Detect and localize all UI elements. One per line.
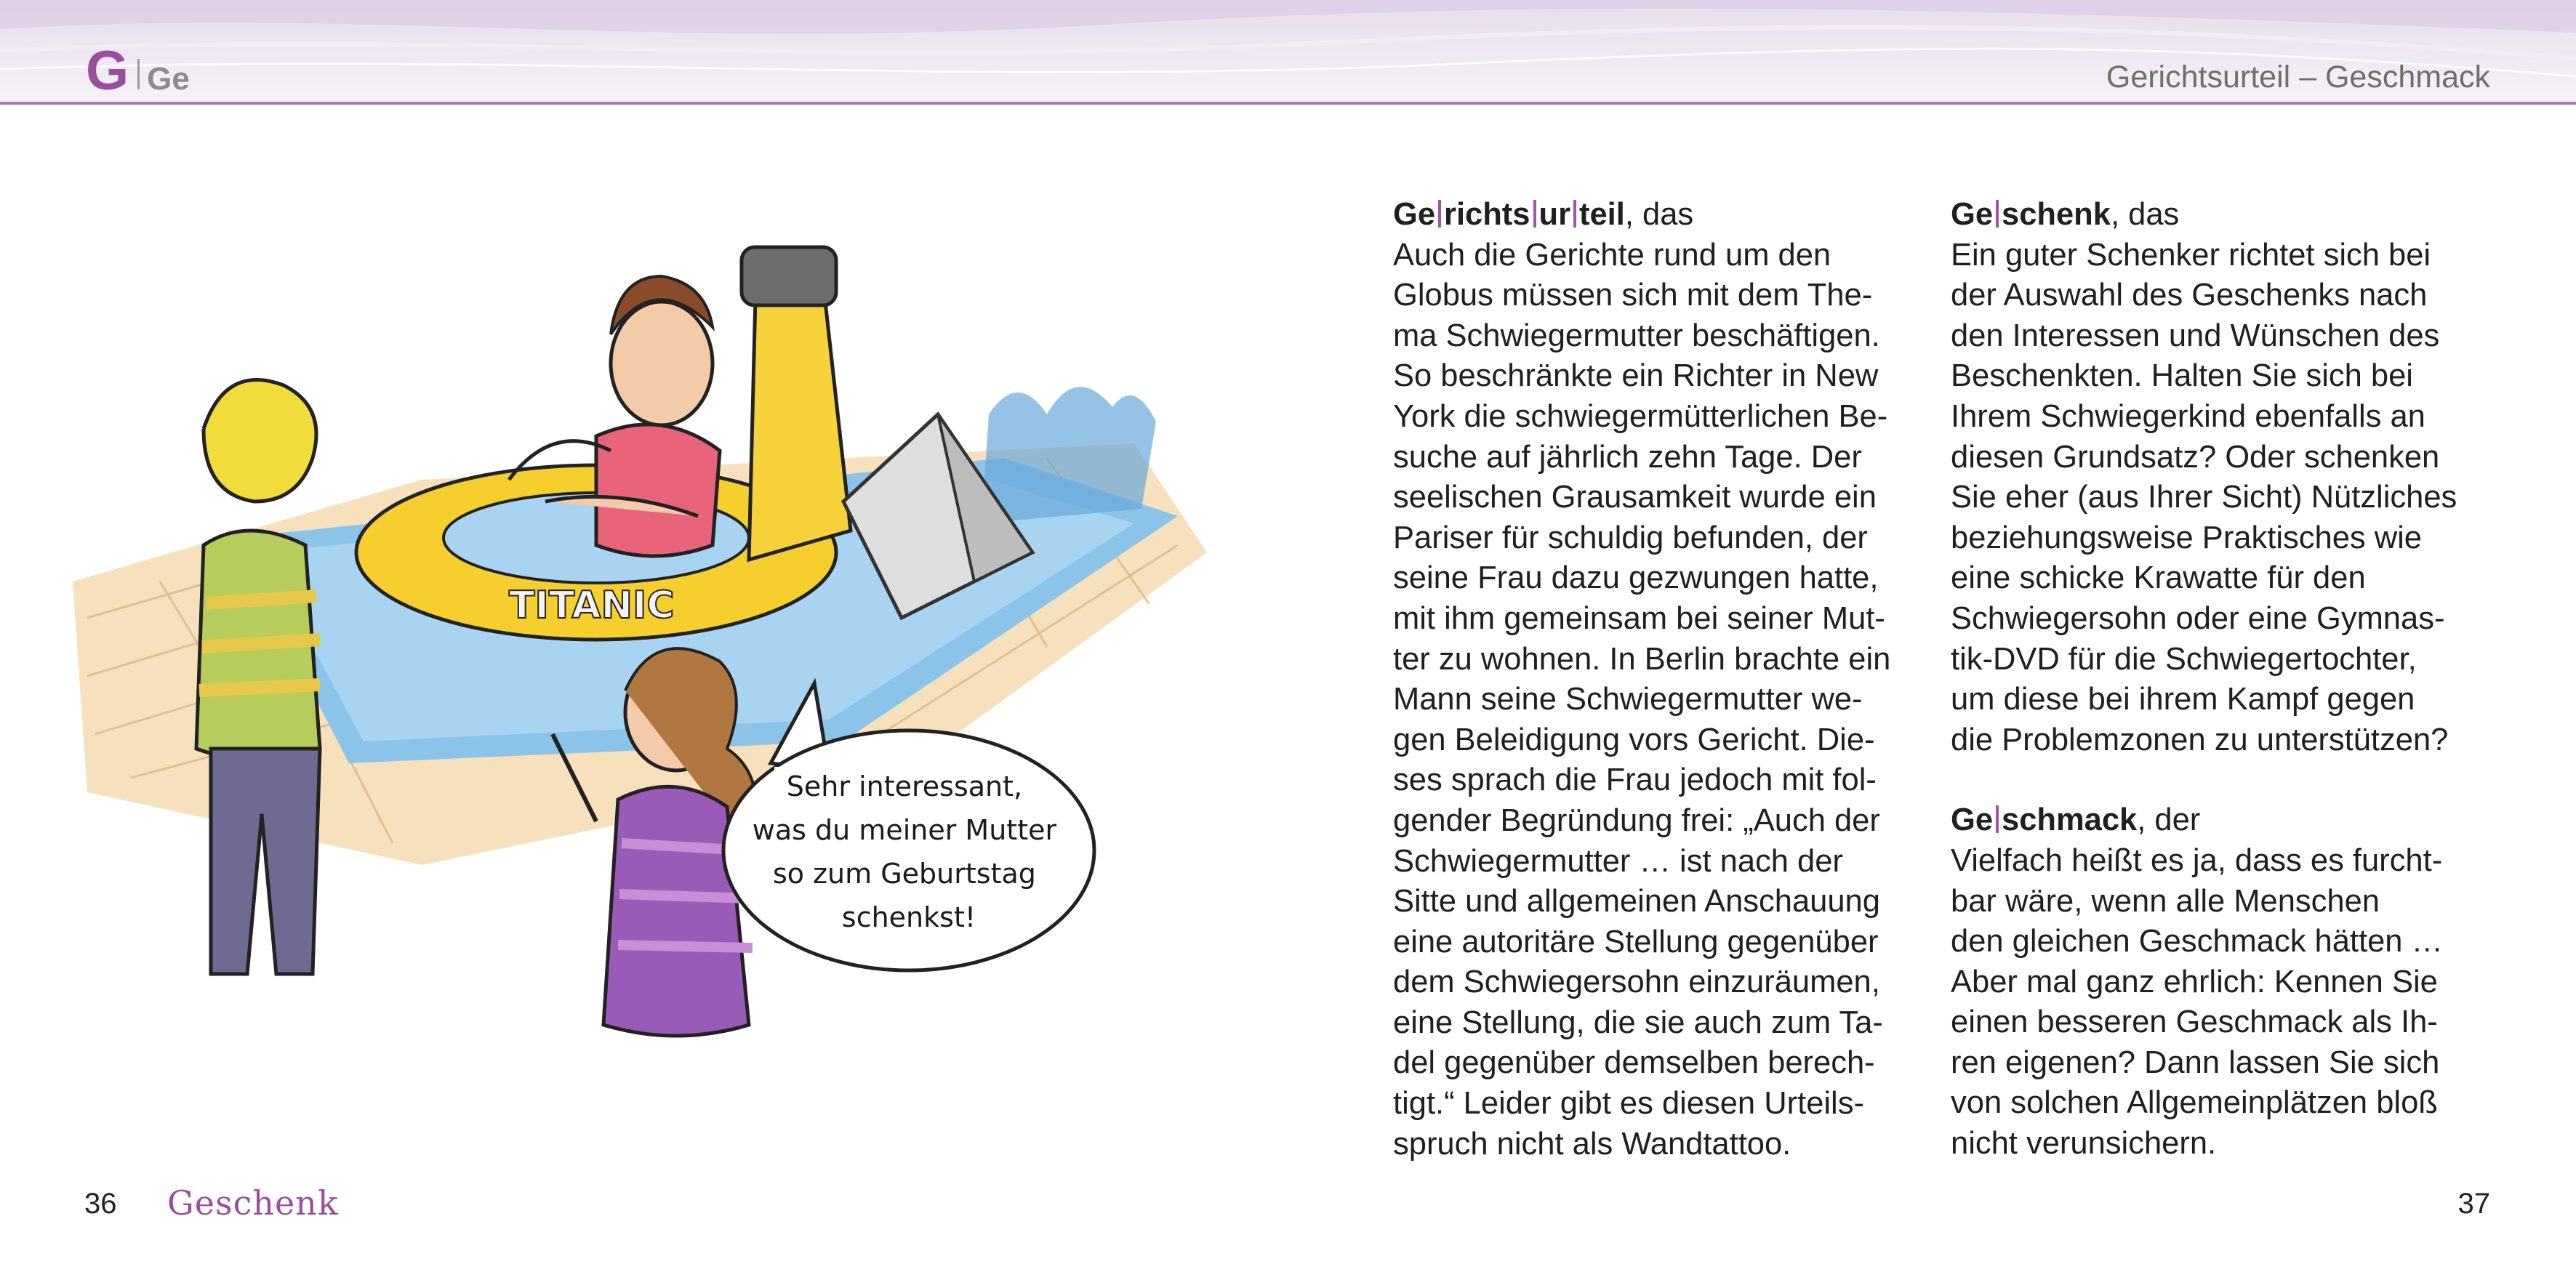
entry-text-line: Sitte und allgemeinen Anschauung <box>1393 884 1880 919</box>
page-number-right: 37 <box>2457 1188 2490 1220</box>
boy-character <box>196 380 320 975</box>
entry-text-line: nicht verunsichern. <box>1951 1126 2217 1162</box>
entry-text-line: bar wäre, wenn alle Menschen <box>1951 883 2380 919</box>
headword-syllable: Ge <box>1951 802 1994 838</box>
entry-text-line: den gleichen Geschmack hätten … <box>1951 924 2444 959</box>
entry-text-line: Beschenkten. Halten Sie sich bei <box>1951 358 2413 394</box>
chapter-letter-mark <box>86 40 190 102</box>
headword-syllable: ur <box>1538 197 1570 232</box>
entry-text-line: um diese bei ihrem Kampf gegen <box>1951 682 2415 717</box>
entry-text-line: den Interessen und Wünschen des <box>1951 318 2440 353</box>
entry-text-line: Globus müssen sich mit dem The- <box>1393 278 1873 313</box>
headword-article: , das <box>1624 197 1694 232</box>
entry-text-line: tigt.“ Leider gibt es diesen Urteils- <box>1393 1086 1864 1122</box>
headword-article: , das <box>2110 197 2180 232</box>
entry-text-line: So beschränkte ein Richter in New <box>1393 358 1879 394</box>
bubble-line-4: schenkst! <box>841 901 976 933</box>
entry-text-line: ma Schwiegermutter beschäftigen. <box>1393 318 1880 353</box>
dictionary-entry-geschmack <box>1951 800 2457 1164</box>
bubble-line-3: so zum Geburtstag <box>772 858 1036 890</box>
ring-text: TITANIC <box>509 584 675 627</box>
entry-text-line: Schwiegersohn oder eine Gymnas- <box>1951 600 2445 636</box>
entry-text-line: mit ihm gemeinsam bei seiner Mut- <box>1393 600 1885 636</box>
entry-headword <box>1951 800 2457 841</box>
entry-text-line: ren eigenen? Dann lassen Sie sich <box>1951 1045 2440 1080</box>
entry-text-line: Mann seine Schwiegermutter we- <box>1393 682 1863 717</box>
syllable-divider <box>1996 805 1999 833</box>
entry-text-line: suche auf jährlich zehn Tage. Der <box>1393 439 1862 475</box>
entry-text-line: Auch die Gerichte rund um den <box>1393 237 1831 273</box>
entry-headword <box>1393 195 1890 236</box>
chapter-letter: G <box>86 40 129 102</box>
headword-syllable: schmack <box>2002 802 2138 838</box>
entry-text-line: ter zu wohnen. In Berlin brachte ein <box>1393 641 1891 677</box>
entry-text-line: eine schicke Krawatte für den <box>1951 560 2366 596</box>
entry-text-line: gender Begründung frei: „Auch der <box>1393 802 1880 838</box>
headword-syllable: schenk <box>2002 197 2111 232</box>
dictionary-entry-gerichtsurteil <box>1393 195 1890 1164</box>
cartoon-illustration <box>44 240 1236 1098</box>
chapter-syllable: Ge <box>147 61 190 97</box>
headword-syllable: Ge <box>1393 197 1436 232</box>
entry-text-line: Ein guter Schenker richtet sich bei <box>1951 237 2431 273</box>
entry-text-line: die Problemzonen zu unterstützen? <box>1951 722 2449 757</box>
entry-text-line: spruch nicht als Wandtattoo. <box>1393 1126 1791 1162</box>
entry-text-line: eine autoritäre Stellung gegenüber <box>1393 924 1879 959</box>
entry-text-line: beziehungsweise Praktisches wie <box>1951 520 2422 555</box>
entry-text-line: Pariser für schuldig befunden, der <box>1393 520 1868 555</box>
entry-text-line: der Auswahl des Geschenks nach <box>1951 278 2428 313</box>
funnel <box>742 247 851 560</box>
entry-text-line: dem Schwiegersohn einzuräumen, <box>1393 965 1880 1000</box>
header-rule <box>0 102 2576 105</box>
dictionary-entry-geschenk <box>1951 195 2457 760</box>
headword-article: , der <box>2137 802 2201 838</box>
entry-text-line: gen Beleidigung vors Gericht. Die- <box>1393 722 1875 757</box>
entry-text-line: Schwiegermutter … ist nach der <box>1393 843 1843 879</box>
syllable-divider <box>1438 200 1441 228</box>
entry-text-line: Aber mal ganz ehrlich: Kennen Sie <box>1951 964 2438 999</box>
entry-text-line: von solchen Allgemeinplätzen bloß <box>1951 1085 2438 1121</box>
text-column-right <box>1951 195 2457 1204</box>
entry-text-line: Vielfach heißt es ja, dass es furcht- <box>1951 842 2443 878</box>
page-number-left: 36 <box>84 1188 117 1220</box>
headword-syllable: richts <box>1444 197 1530 232</box>
syllable-divider <box>1533 200 1536 228</box>
letter-separator <box>137 59 140 89</box>
entry-text-line: tik-DVD für die Schwiegertochter, <box>1951 641 2417 677</box>
entry-headword <box>1951 195 2457 236</box>
syllable-divider <box>1573 200 1576 228</box>
entry-text-line: York die schwiegermütterlichen Be- <box>1393 398 1888 434</box>
headword-syllable: teil <box>1579 197 1625 232</box>
entry-text-line: Sie eher (aus Ihrer Sicht) Nützliches <box>1951 480 2457 515</box>
entry-text-line: einen besseren Geschmack als Ih- <box>1951 1005 2438 1040</box>
headword-syllable: Ge <box>1951 197 1994 232</box>
running-head: Gerichtsurteil – Geschmack <box>2106 60 2490 94</box>
entry-text-line: Ihrem Schwiegerkind ebenfalls an <box>1951 398 2425 434</box>
syllable-divider <box>1996 200 1999 228</box>
entry-text-line: seelischen Grausamkeit wurde ein <box>1393 480 1877 515</box>
entry-text-line: seine Frau dazu gezwungen hatte, <box>1393 560 1879 596</box>
footer-catchword: Geschenk <box>167 1183 339 1223</box>
entry-text-line: del gegenüber demselben berech- <box>1393 1045 1875 1081</box>
text-column-left <box>1393 195 1890 1204</box>
bubble-line-2: was du meiner Mutter <box>752 814 1057 846</box>
bubble-line-1: Sehr interessant, <box>786 770 1023 802</box>
entry-text-line: eine Stellung, die sie auch zum Ta- <box>1393 1005 1883 1040</box>
entry-text-line: ses sprach die Frau jedoch mit fol- <box>1393 762 1877 798</box>
entry-text-line: diesen Grundsatz? Oder schenken <box>1951 439 2440 475</box>
